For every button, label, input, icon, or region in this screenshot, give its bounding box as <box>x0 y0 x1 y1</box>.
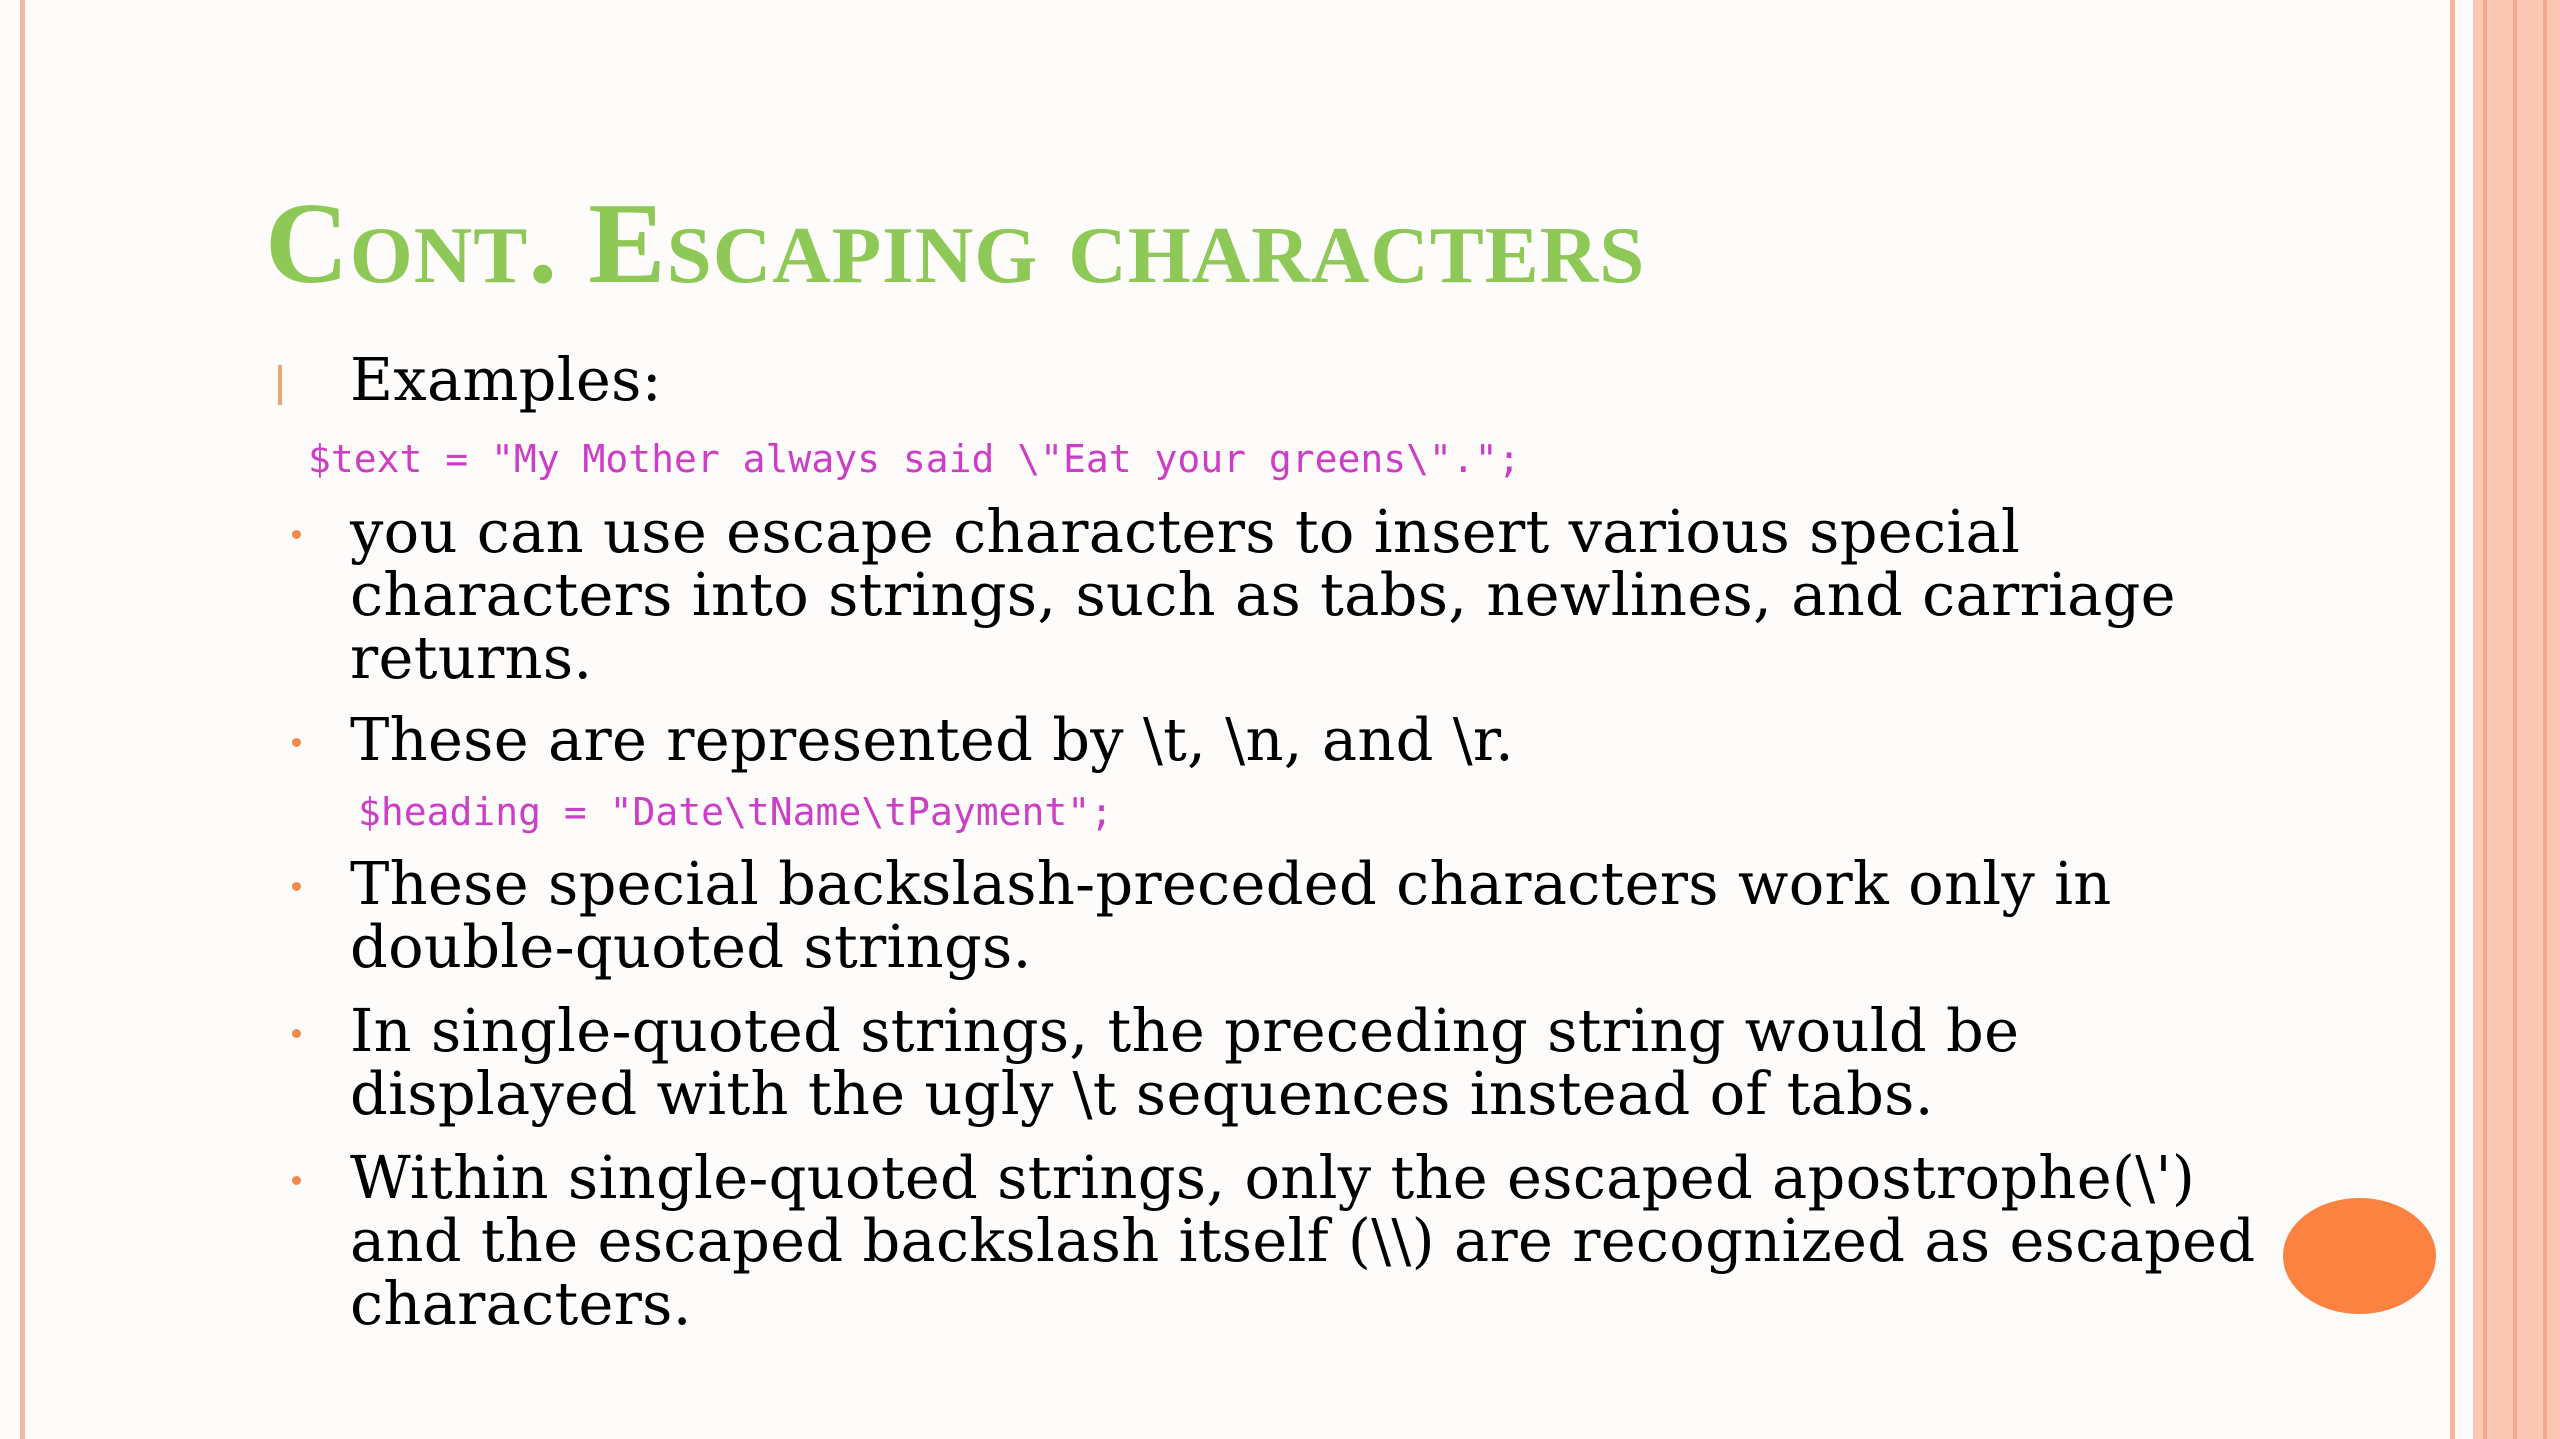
bullet-line: returns. <box>350 623 593 692</box>
bullet-item <box>350 996 2020 1128</box>
bullet-dot-icon <box>292 1029 301 1038</box>
bullet-dot-icon <box>292 882 301 891</box>
slide-title: Cont. Escaping characters <box>265 180 1646 308</box>
bullet-item <box>350 705 1514 774</box>
bullet-dot-icon <box>292 1176 301 1185</box>
bullet-line: double-quoted strings. <box>350 912 1032 981</box>
bar-bullet-icon <box>278 365 282 405</box>
bullet-line: Within single-quoted strings, only the escaped apostrophe(\') <box>350 1143 2196 1212</box>
bullet-item <box>350 497 2176 692</box>
bullet-line: These special backslash-preceded characters work only in <box>350 849 2112 918</box>
bullet-line: characters into strings, such as tabs, newlines, and carriage <box>350 560 2176 629</box>
bullet-dot-icon <box>292 738 301 747</box>
code-example-text: $text = "My Mother always said \"Eat your greens\"."; <box>308 437 1521 481</box>
examples-heading: Examples: <box>350 345 662 414</box>
bullet-line: characters. <box>350 1269 692 1338</box>
bullet-line: you can use escape characters to insert various special <box>350 497 2021 566</box>
bullet-line: These are represented by \t, \n, and \r. <box>350 705 1514 774</box>
code-example-heading: $heading = "Date\tName\tPayment"; <box>358 790 1113 834</box>
bullet-item <box>350 1143 2256 1338</box>
orange-circle-decoration <box>2283 1198 2436 1314</box>
bullet-line: and the escaped backslash itself (\\) are recognized as escaped <box>350 1206 2256 1275</box>
bullet-item <box>350 849 2112 981</box>
bullet-dot-icon <box>292 530 301 539</box>
bullet-line: displayed with the ugly \t sequences instead of tabs. <box>350 1059 1934 1128</box>
bullet-line: In single-quoted strings, the preceding string would be <box>350 996 2020 1065</box>
